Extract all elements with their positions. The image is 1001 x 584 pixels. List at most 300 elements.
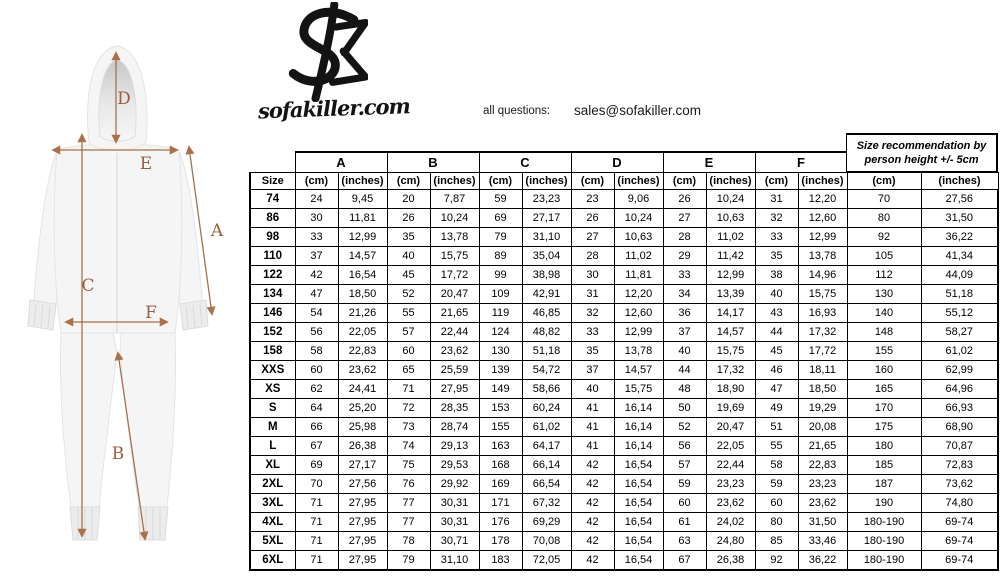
suit-torso — [54, 144, 182, 333]
value-cell: 71 — [295, 551, 338, 571]
value-cell: 28 — [571, 247, 614, 266]
column-group-f: F — [755, 152, 847, 173]
value-cell: 71 — [295, 494, 338, 513]
value-cell: 23,62 — [706, 494, 755, 513]
value-cell: 9,45 — [338, 190, 387, 209]
value-cell: 61 — [663, 513, 706, 532]
value-cell: 45 — [755, 342, 798, 361]
size-cell: XL — [250, 456, 295, 475]
value-cell: 58 — [755, 456, 798, 475]
value-cell: 52 — [387, 285, 430, 304]
size-cell: 110 — [250, 247, 295, 266]
value-cell: 36 — [663, 304, 706, 323]
value-cell: 124 — [479, 323, 522, 342]
sofakiller-logo-icon — [272, 2, 368, 102]
measure-label-d: D — [117, 89, 131, 109]
value-cell: 22,05 — [706, 437, 755, 456]
table-row — [250, 323, 998, 342]
value-cell: 23,23 — [706, 475, 755, 494]
value-cell: 70 — [295, 475, 338, 494]
value-cell: 71 — [387, 380, 430, 399]
value-cell: 16,54 — [614, 551, 663, 571]
size-cell: S — [250, 399, 295, 418]
recommendation-line2: person height +/- 5cm — [864, 154, 979, 166]
table-row — [250, 418, 998, 437]
value-cell: 48 — [663, 380, 706, 399]
value-cell: 45 — [387, 266, 430, 285]
value-cell: 20,47 — [706, 418, 755, 437]
value-cell: 12,99 — [614, 323, 663, 342]
value-cell: 27,17 — [522, 209, 571, 228]
value-cell: 36,22 — [798, 551, 847, 571]
value-cell: 10,24 — [614, 209, 663, 228]
size-cell: 2XL — [250, 475, 295, 494]
column-group-c: C — [479, 152, 571, 173]
value-cell: 57 — [387, 323, 430, 342]
value-cell: 11,81 — [338, 209, 387, 228]
value-cell: 163 — [479, 437, 522, 456]
value-cell: 42 — [571, 494, 614, 513]
value-cell: 24,80 — [706, 532, 755, 551]
value-cell: 60 — [295, 361, 338, 380]
value-cell: 27,95 — [338, 532, 387, 551]
value-cell: 23,23 — [798, 475, 847, 494]
value-cell: 10,63 — [614, 228, 663, 247]
value-cell: 42 — [571, 456, 614, 475]
value-cell: 60 — [387, 342, 430, 361]
value-cell: 21,65 — [430, 304, 479, 323]
value-cell: 92 — [847, 228, 921, 247]
value-cell: 16,14 — [614, 399, 663, 418]
value-cell: 89 — [479, 247, 522, 266]
value-cell: 139 — [479, 361, 522, 380]
value-cell: 18,11 — [798, 361, 847, 380]
value-cell: 165 — [847, 380, 921, 399]
measure-label-e: E — [139, 154, 153, 174]
recommendation-header — [846, 133, 998, 172]
value-cell: 77 — [387, 513, 430, 532]
size-cell: 3XL — [250, 494, 295, 513]
value-cell: 180-190 — [847, 513, 921, 532]
value-cell: 27,56 — [338, 475, 387, 494]
value-cell: 13,78 — [614, 342, 663, 361]
value-cell: 7,87 — [430, 190, 479, 209]
value-cell: 35 — [755, 247, 798, 266]
value-cell: 31,50 — [798, 513, 847, 532]
value-cell: 12,60 — [798, 209, 847, 228]
value-cell: 58 — [295, 342, 338, 361]
value-cell: 76 — [387, 475, 430, 494]
value-cell: 130 — [847, 285, 921, 304]
value-cell: 16,93 — [798, 304, 847, 323]
value-cell: 180-190 — [847, 551, 921, 571]
value-cell: 19,69 — [706, 399, 755, 418]
table-row — [250, 247, 998, 266]
value-cell: 19,29 — [798, 399, 847, 418]
value-cell: 60 — [755, 494, 798, 513]
value-cell: 34 — [663, 285, 706, 304]
value-cell: 41 — [571, 418, 614, 437]
value-cell: 168 — [479, 456, 522, 475]
value-cell: 64,96 — [921, 380, 998, 399]
value-cell: 10,63 — [706, 209, 755, 228]
value-cell: 17,72 — [798, 342, 847, 361]
column-group-a: A — [295, 152, 387, 173]
value-cell: 60 — [663, 494, 706, 513]
value-cell: 70,08 — [522, 532, 571, 551]
value-cell: 26 — [571, 209, 614, 228]
value-cell: 99 — [479, 266, 522, 285]
value-cell: 32 — [571, 304, 614, 323]
value-cell: 47 — [755, 380, 798, 399]
value-cell: 12,20 — [798, 190, 847, 209]
recommendation-line1: Size recommendation by — [856, 139, 987, 152]
value-cell: 23,62 — [798, 494, 847, 513]
value-cell: 72 — [387, 399, 430, 418]
value-cell: 171 — [479, 494, 522, 513]
value-cell: 46,85 — [522, 304, 571, 323]
value-cell: 27,17 — [338, 456, 387, 475]
value-cell: 33 — [571, 323, 614, 342]
value-cell: 12,99 — [338, 228, 387, 247]
value-cell: 11,02 — [614, 247, 663, 266]
value-cell: 10,24 — [430, 209, 479, 228]
value-cell: 18,90 — [706, 380, 755, 399]
table-row — [250, 361, 998, 380]
value-cell: 23,62 — [430, 342, 479, 361]
value-cell: 130 — [479, 342, 522, 361]
value-cell: 42 — [571, 551, 614, 571]
value-cell: 23,23 — [522, 190, 571, 209]
value-cell: 67,32 — [522, 494, 571, 513]
value-cell: 44 — [755, 323, 798, 342]
value-cell: 69-74 — [921, 513, 998, 532]
value-cell: 10,24 — [706, 190, 755, 209]
unit-header-cm: (cm) — [479, 173, 522, 190]
value-cell: 27,95 — [338, 494, 387, 513]
value-cell: 30 — [571, 266, 614, 285]
size-cell: 5XL — [250, 532, 295, 551]
value-cell: 69-74 — [921, 551, 998, 571]
table-row — [250, 342, 998, 361]
value-cell: 66 — [295, 418, 338, 437]
value-cell: 119 — [479, 304, 522, 323]
value-cell: 30,31 — [430, 494, 479, 513]
value-cell: 12,20 — [614, 285, 663, 304]
value-cell: 16,14 — [614, 437, 663, 456]
value-cell: 44 — [663, 361, 706, 380]
table-row — [250, 380, 998, 399]
value-cell: 38,98 — [522, 266, 571, 285]
value-cell: 25,59 — [430, 361, 479, 380]
measure-label-f: F — [145, 303, 157, 323]
value-cell: 178 — [479, 532, 522, 551]
value-cell: 92 — [755, 551, 798, 571]
value-cell: 16,54 — [614, 475, 663, 494]
value-cell: 169 — [479, 475, 522, 494]
table-unit-header-row — [250, 173, 998, 190]
value-cell: 12,99 — [706, 266, 755, 285]
value-cell: 59 — [479, 190, 522, 209]
value-cell: 73 — [387, 418, 430, 437]
value-cell: 78 — [387, 532, 430, 551]
value-cell: 42 — [571, 532, 614, 551]
unit-header-inches: (inches) — [798, 173, 847, 190]
value-cell: 66,93 — [921, 399, 998, 418]
size-cell: 134 — [250, 285, 295, 304]
value-cell: 180 — [847, 437, 921, 456]
value-cell: 31,10 — [522, 228, 571, 247]
value-cell: 176 — [479, 513, 522, 532]
value-cell: 72,05 — [522, 551, 571, 571]
value-cell: 170 — [847, 399, 921, 418]
value-cell: 67 — [663, 551, 706, 571]
value-cell: 105 — [847, 247, 921, 266]
value-cell: 69 — [479, 209, 522, 228]
value-cell: 69,29 — [522, 513, 571, 532]
column-group-e: E — [663, 152, 755, 173]
value-cell: 183 — [479, 551, 522, 571]
value-cell: 175 — [847, 418, 921, 437]
value-cell: 54 — [295, 304, 338, 323]
value-cell: 16,54 — [338, 266, 387, 285]
value-cell: 42 — [571, 475, 614, 494]
unit-header-cm: (cm) — [663, 173, 706, 190]
table-row — [250, 190, 998, 209]
value-cell: 37 — [663, 323, 706, 342]
value-cell: 42 — [295, 266, 338, 285]
value-cell: 140 — [847, 304, 921, 323]
table-row — [250, 456, 998, 475]
value-cell: 149 — [479, 380, 522, 399]
value-cell: 27,95 — [338, 513, 387, 532]
unit-header-inches: (inches) — [921, 173, 998, 190]
value-cell: 36,22 — [921, 228, 998, 247]
value-cell: 80 — [847, 209, 921, 228]
value-cell: 40 — [387, 247, 430, 266]
value-cell: 75 — [387, 456, 430, 475]
value-cell: 37 — [571, 361, 614, 380]
table-row — [250, 513, 998, 532]
value-cell: 12,99 — [798, 228, 847, 247]
unit-header-cm: (cm) — [387, 173, 430, 190]
value-cell: 29,92 — [430, 475, 479, 494]
size-cell: 152 — [250, 323, 295, 342]
table-row — [250, 304, 998, 323]
value-cell: 41 — [571, 437, 614, 456]
value-cell: 187 — [847, 475, 921, 494]
value-cell: 74 — [387, 437, 430, 456]
size-cell: L — [250, 437, 295, 456]
table-row — [250, 532, 998, 551]
value-cell: 20,08 — [798, 418, 847, 437]
value-cell: 153 — [479, 399, 522, 418]
value-cell: 80 — [755, 513, 798, 532]
unit-header-inches: (inches) — [522, 173, 571, 190]
value-cell: 62,99 — [921, 361, 998, 380]
value-cell: 27,56 — [921, 190, 998, 209]
value-cell: 27 — [663, 209, 706, 228]
value-cell: 24,41 — [338, 380, 387, 399]
value-cell: 71 — [295, 513, 338, 532]
size-cell: 146 — [250, 304, 295, 323]
value-cell: 65 — [387, 361, 430, 380]
size-cell: 4XL — [250, 513, 295, 532]
value-cell: 50 — [663, 399, 706, 418]
value-cell: 48,82 — [522, 323, 571, 342]
value-cell: 35 — [571, 342, 614, 361]
value-cell: 72,83 — [921, 456, 998, 475]
value-cell: 27,95 — [430, 380, 479, 399]
value-cell: 22,44 — [430, 323, 479, 342]
size-cell: XXS — [250, 361, 295, 380]
value-cell: 49 — [755, 399, 798, 418]
value-cell: 15,75 — [706, 342, 755, 361]
value-cell: 31 — [571, 285, 614, 304]
value-cell: 25,98 — [338, 418, 387, 437]
value-cell: 33 — [755, 228, 798, 247]
value-cell: 31 — [755, 190, 798, 209]
value-cell: 16,14 — [614, 418, 663, 437]
unit-header-inches: (inches) — [706, 173, 755, 190]
value-cell: 11,42 — [706, 247, 755, 266]
size-table-body — [250, 190, 998, 571]
size-cell: 86 — [250, 209, 295, 228]
value-cell: 15,75 — [430, 247, 479, 266]
unit-header-inches: (inches) — [614, 173, 663, 190]
value-cell: 33 — [295, 228, 338, 247]
value-cell: 22,83 — [798, 456, 847, 475]
value-cell: 23,62 — [338, 361, 387, 380]
value-cell: 56 — [663, 437, 706, 456]
size-cell: 122 — [250, 266, 295, 285]
value-cell: 79 — [479, 228, 522, 247]
value-cell: 59 — [755, 475, 798, 494]
value-cell: 13,78 — [430, 228, 479, 247]
value-cell: 17,32 — [798, 323, 847, 342]
value-cell: 24,02 — [706, 513, 755, 532]
value-cell: 18,50 — [798, 380, 847, 399]
value-cell: 9,06 — [614, 190, 663, 209]
value-cell: 30,31 — [430, 513, 479, 532]
value-cell: 11,81 — [614, 266, 663, 285]
unit-header-inches: (inches) — [430, 173, 479, 190]
value-cell: 24 — [295, 190, 338, 209]
value-cell: 21,26 — [338, 304, 387, 323]
column-group-d: D — [571, 152, 663, 173]
value-cell: 180-190 — [847, 532, 921, 551]
value-cell: 18,50 — [338, 285, 387, 304]
value-cell: 35 — [387, 228, 430, 247]
size-cell: 6XL — [250, 551, 295, 571]
value-cell: 57 — [663, 456, 706, 475]
value-cell: 112 — [847, 266, 921, 285]
value-cell: 25,20 — [338, 399, 387, 418]
suit-left-leg — [60, 333, 117, 507]
product-image — [0, 0, 250, 584]
value-cell: 70 — [847, 190, 921, 209]
table-row — [250, 266, 998, 285]
value-cell: 16,54 — [614, 456, 663, 475]
value-cell: 21,65 — [798, 437, 847, 456]
value-cell: 63 — [663, 532, 706, 551]
value-cell: 51,18 — [921, 285, 998, 304]
value-cell: 73,62 — [921, 475, 998, 494]
value-cell: 160 — [847, 361, 921, 380]
value-cell: 26 — [387, 209, 430, 228]
value-cell: 16,54 — [614, 532, 663, 551]
value-cell: 15,75 — [614, 380, 663, 399]
brand-domain-text: sofakiller.com — [257, 93, 411, 124]
value-cell: 37 — [295, 247, 338, 266]
value-cell: 42,91 — [522, 285, 571, 304]
size-cell: 98 — [250, 228, 295, 247]
value-cell: 12,60 — [614, 304, 663, 323]
size-cell: XS — [250, 380, 295, 399]
value-cell: 44,09 — [921, 266, 998, 285]
value-cell: 27,95 — [338, 551, 387, 571]
value-cell: 17,72 — [430, 266, 479, 285]
measure-label-c: C — [81, 276, 95, 296]
value-cell: 22,05 — [338, 323, 387, 342]
value-cell: 64 — [295, 399, 338, 418]
value-cell: 59 — [663, 475, 706, 494]
value-cell: 41 — [571, 399, 614, 418]
value-cell: 35,04 — [522, 247, 571, 266]
value-cell: 60,24 — [522, 399, 571, 418]
value-cell: 56 — [295, 323, 338, 342]
value-cell: 190 — [847, 494, 921, 513]
unit-header-cm: (cm) — [847, 173, 921, 190]
value-cell: 13,78 — [798, 247, 847, 266]
value-cell: 155 — [479, 418, 522, 437]
value-cell: 77 — [387, 494, 430, 513]
contact-label: all questions: — [483, 105, 551, 117]
value-cell: 54,72 — [522, 361, 571, 380]
value-cell: 11,02 — [706, 228, 755, 247]
value-cell: 40 — [755, 285, 798, 304]
value-cell: 43 — [755, 304, 798, 323]
value-cell: 155 — [847, 342, 921, 361]
value-cell: 66,54 — [522, 475, 571, 494]
table-row — [250, 285, 998, 304]
value-cell: 40 — [663, 342, 706, 361]
value-cell: 69-74 — [921, 532, 998, 551]
table-row — [250, 437, 998, 456]
table-row — [250, 551, 998, 571]
unit-header-cm: (cm) — [755, 173, 798, 190]
value-cell: 29 — [663, 247, 706, 266]
value-cell: 51,18 — [522, 342, 571, 361]
value-cell: 185 — [847, 456, 921, 475]
size-cell: 158 — [250, 342, 295, 361]
value-cell: 27 — [571, 228, 614, 247]
value-cell: 66,14 — [522, 456, 571, 475]
value-cell: 31,50 — [921, 209, 998, 228]
value-cell: 20 — [387, 190, 430, 209]
value-cell: 15,75 — [798, 285, 847, 304]
value-cell: 58,27 — [921, 323, 998, 342]
value-cell: 47 — [295, 285, 338, 304]
value-cell: 64,17 — [522, 437, 571, 456]
table-row — [250, 475, 998, 494]
column-group-b: B — [387, 152, 479, 173]
value-cell: 22,44 — [706, 456, 755, 475]
table-row — [250, 399, 998, 418]
value-cell: 52 — [663, 418, 706, 437]
contact-email: sales@sofakiller.com — [574, 103, 701, 118]
value-cell: 38 — [755, 266, 798, 285]
